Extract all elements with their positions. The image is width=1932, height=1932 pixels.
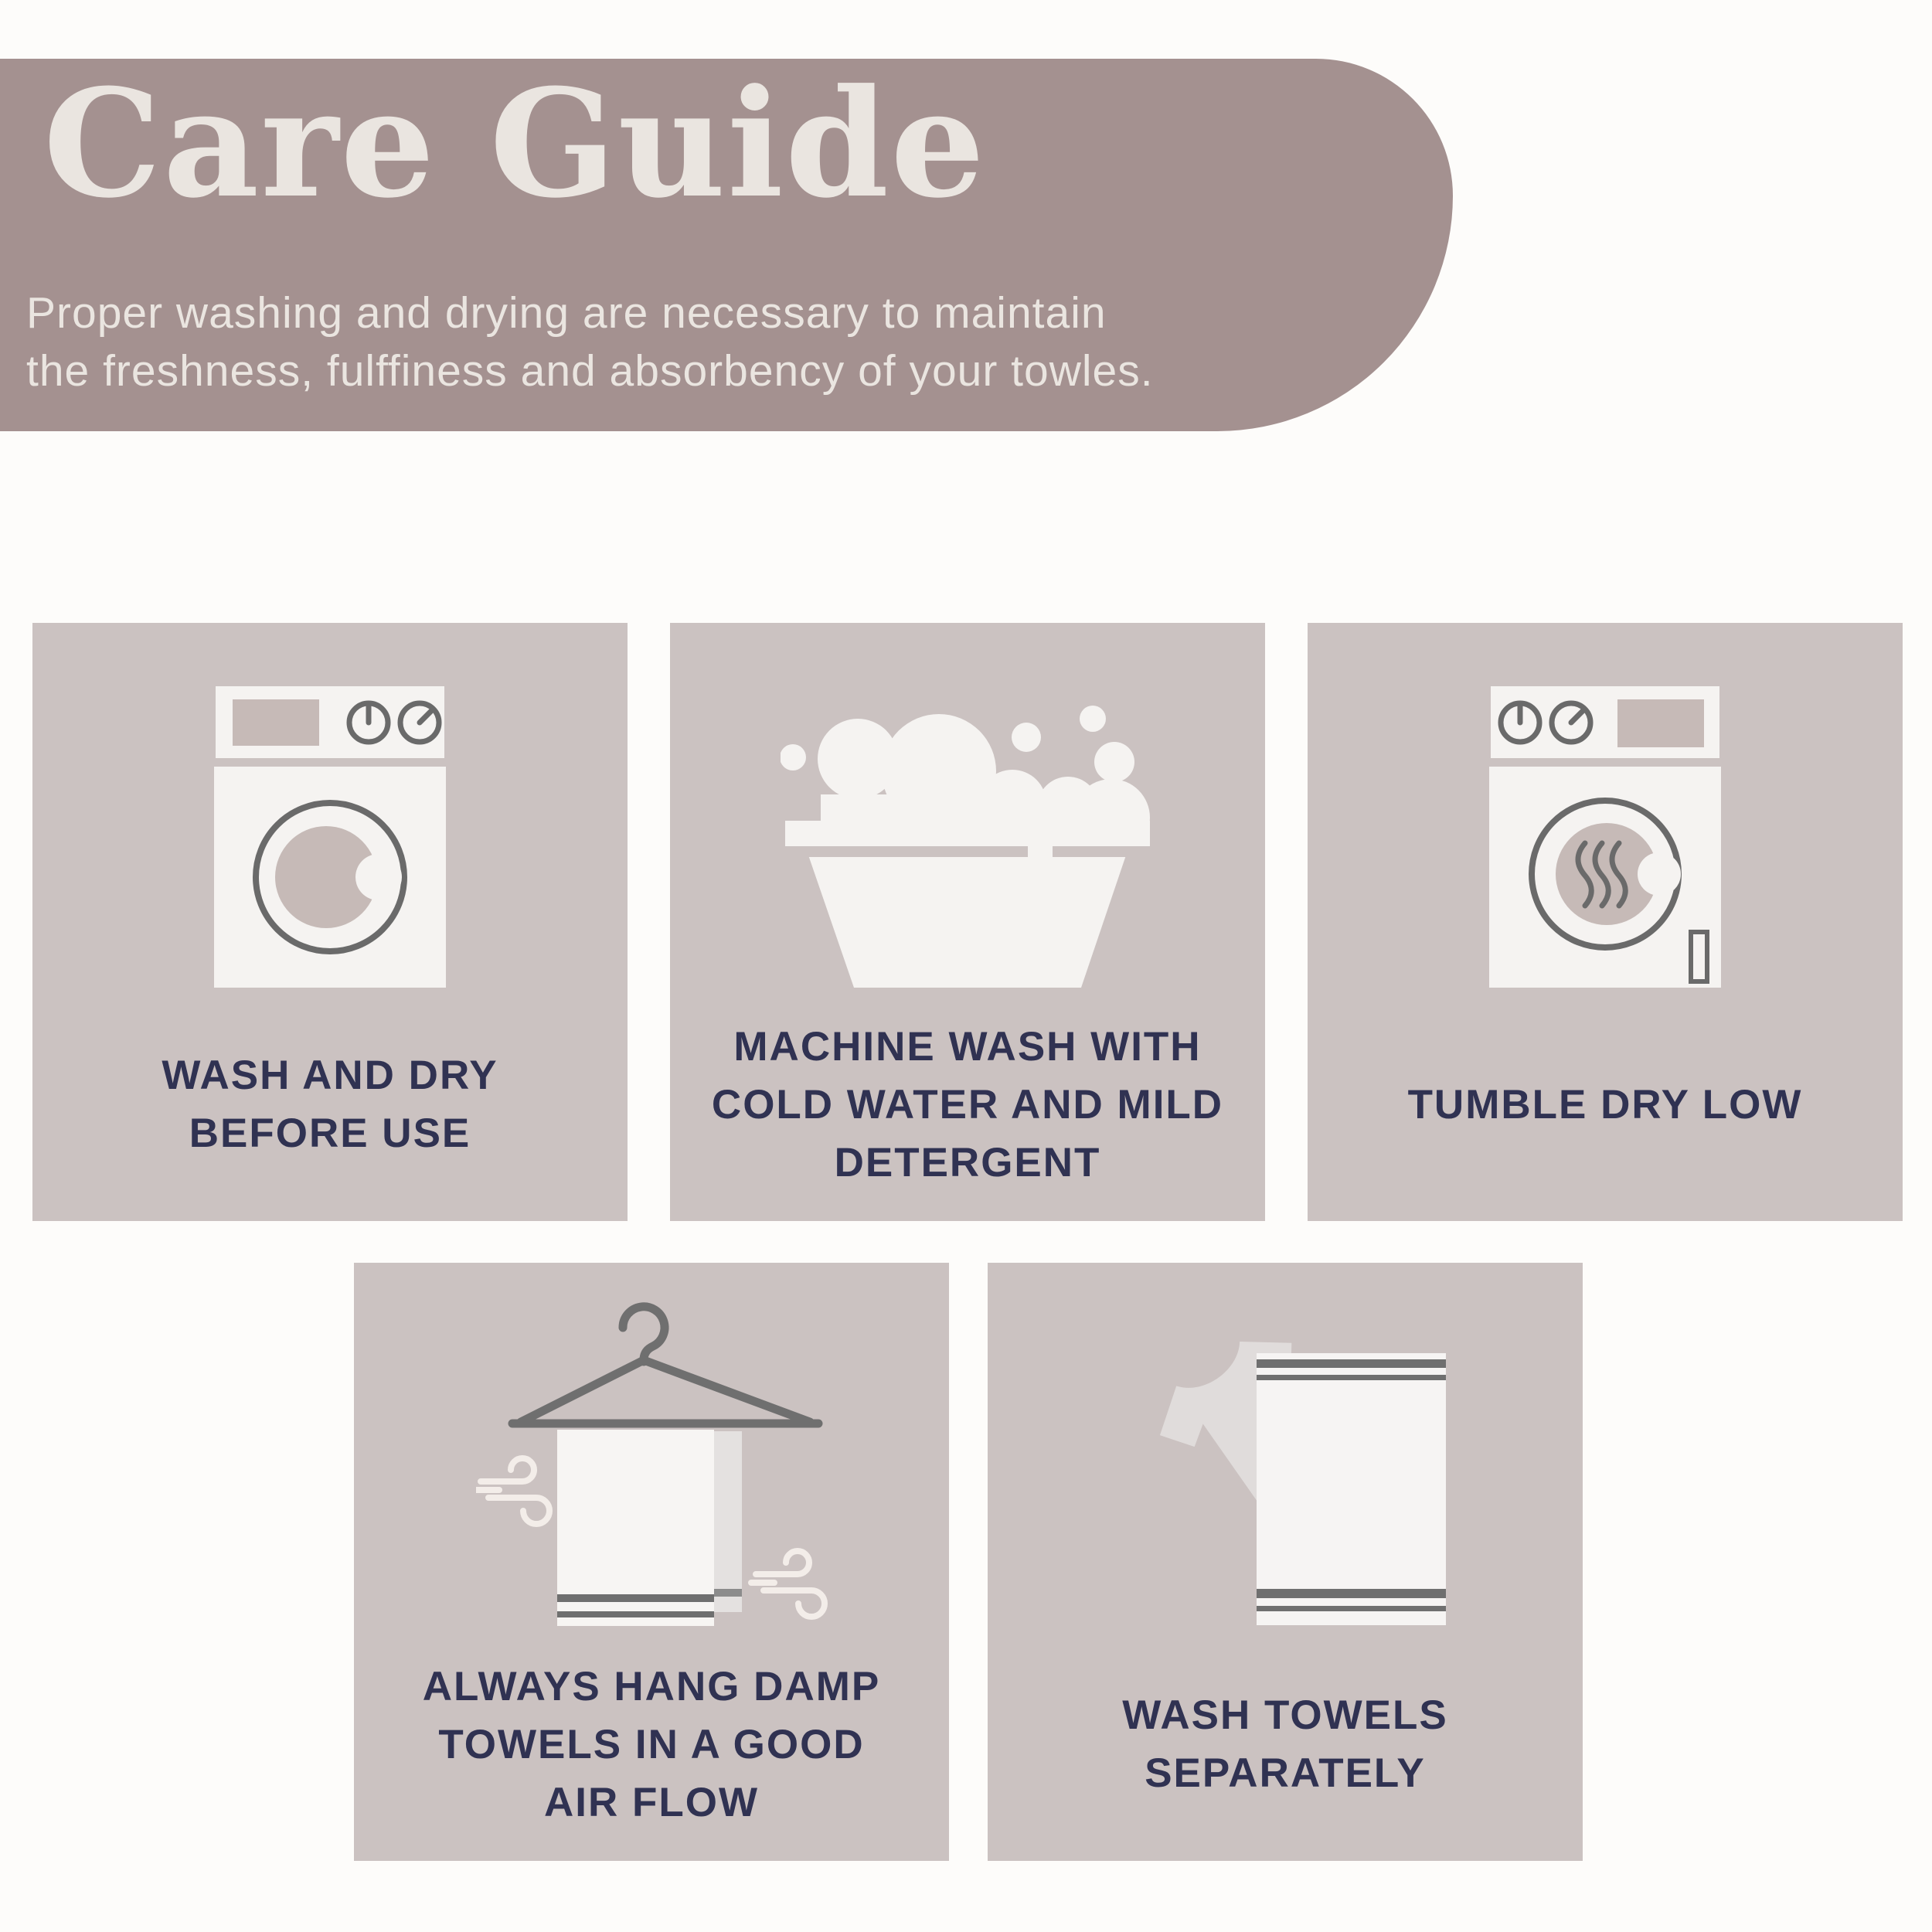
subtitle-line: Proper washing and drying are necessary to maintain [26, 288, 1107, 338]
wind-icon [476, 1458, 549, 1524]
page-title: Care Guide [43, 57, 987, 231]
card-label-line: SEPARATELY [1145, 1750, 1426, 1796]
card-label [1122, 1628, 1447, 1861]
card-label-line: MACHINE WASH WITH [733, 1023, 1202, 1070]
card-icon-area [354, 1263, 949, 1628]
header-banner [0, 59, 1453, 431]
card-icon-area [1308, 623, 1903, 988]
card-label [1408, 988, 1803, 1221]
card-wash-towels-separately [988, 1263, 1583, 1861]
hanging-towel-airflow-icon [476, 1295, 828, 1628]
card-label [162, 988, 498, 1221]
card-label-line: COLD WATER AND MILD [711, 1081, 1224, 1128]
card-label-line: TOWELS IN A GOOD [438, 1721, 865, 1767]
card-label-line: WASH AND DRY [162, 1053, 498, 1098]
card-label-line: DETERGENT [834, 1139, 1101, 1185]
card-label-line: ALWAYS HANG DAMP [422, 1663, 881, 1709]
card-label-line: WASH TOWELS [1122, 1692, 1448, 1738]
page-subtitle [26, 284, 1154, 400]
card-label [423, 1628, 881, 1861]
card-icon-area [670, 623, 1265, 988]
card-label [712, 988, 1223, 1221]
card-label-line: AIR FLOW [544, 1779, 759, 1825]
towel-shirt-separate-icon [1111, 1318, 1459, 1628]
wash-basin-suds-icon [781, 703, 1155, 988]
wind-icon [751, 1551, 825, 1617]
card-icon-area [988, 1263, 1583, 1628]
washing-machine-icon [214, 686, 446, 988]
card-tumble-dry-low [1308, 623, 1903, 1221]
tumble-dryer-icon [1489, 686, 1721, 988]
card-machine-wash-cold [670, 623, 1265, 1221]
card-wash-and-dry-before-use [32, 623, 628, 1221]
card-label-line: BEFORE USE [189, 1111, 471, 1156]
subtitle-line: the freshness, fulffiness and absorbency of your towles. [26, 346, 1154, 396]
card-icon-area [32, 623, 628, 988]
card-label-line: TUMBLE DRY LOW [1407, 1081, 1803, 1128]
card-hang-damp-towels [354, 1263, 949, 1861]
